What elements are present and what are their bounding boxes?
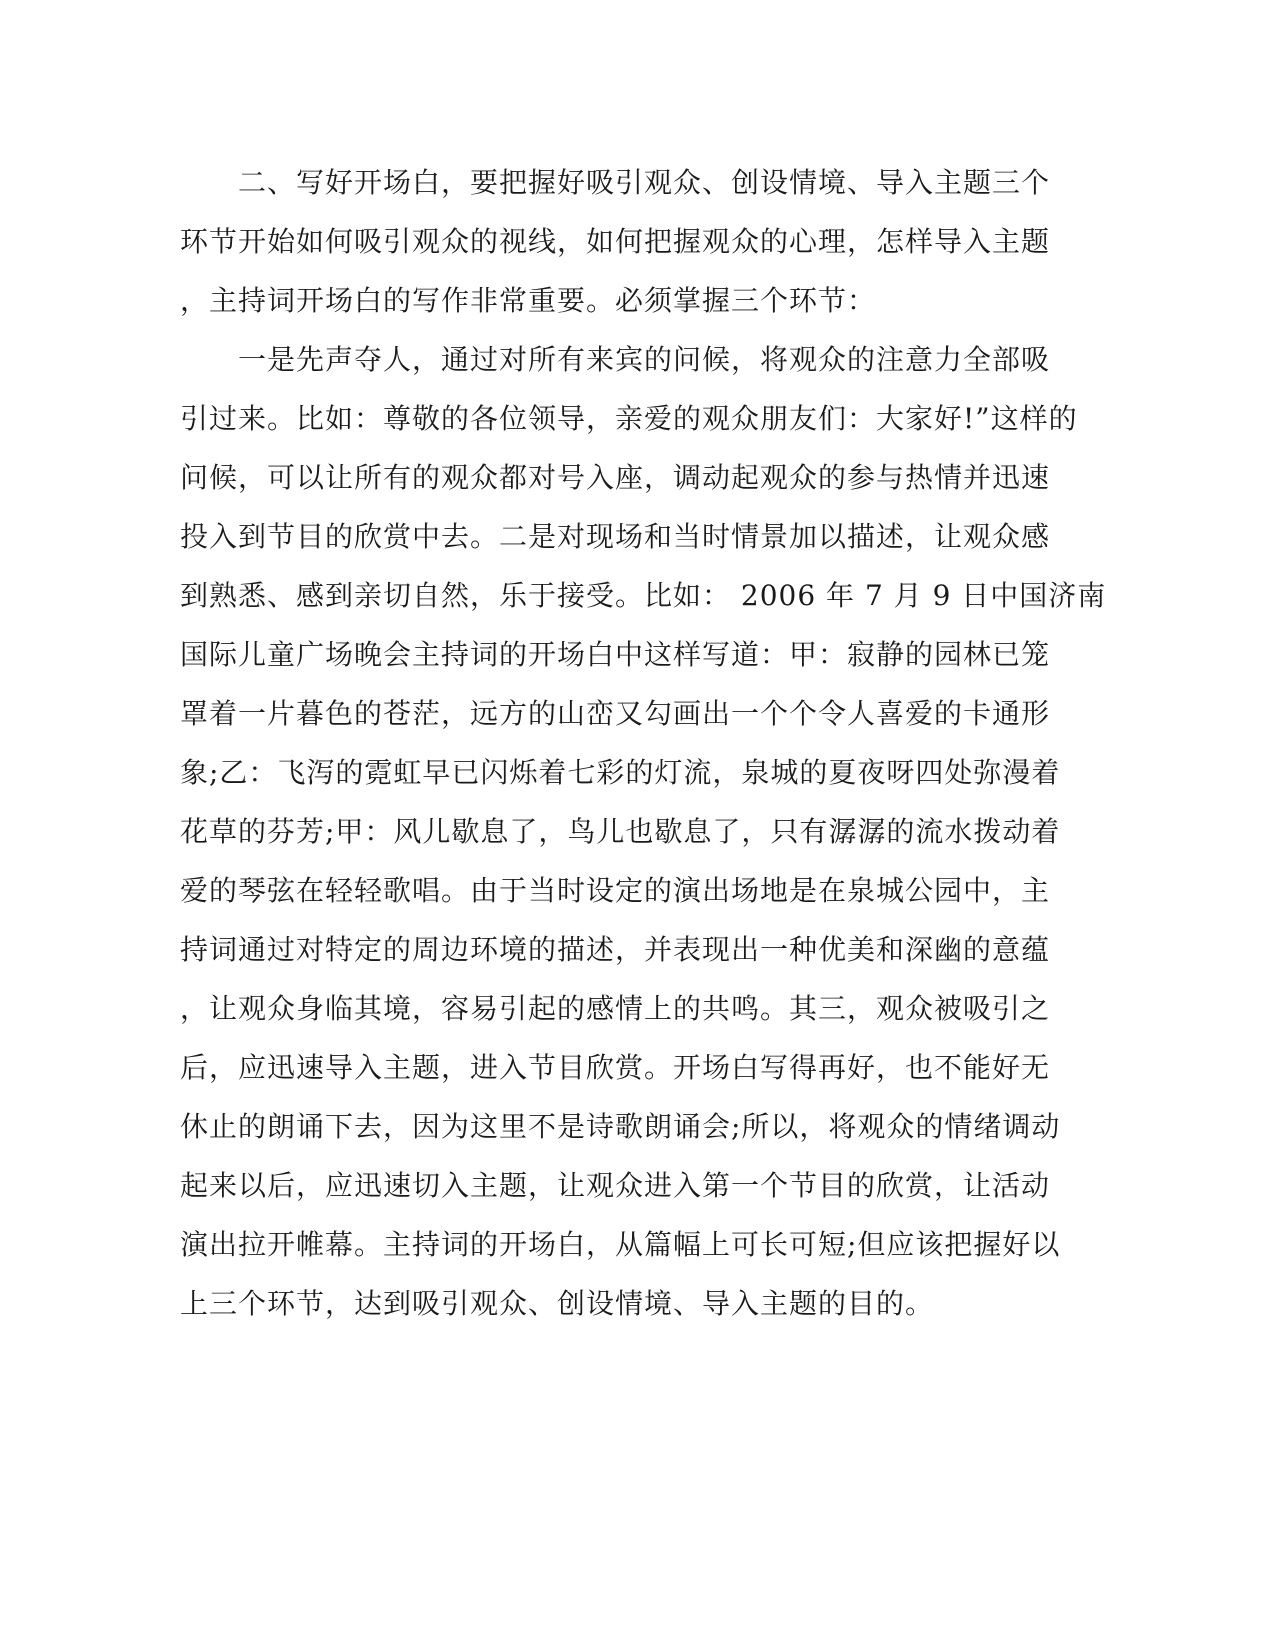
text-line: 持词通过对特定的周边环境的描述，并表现出一种优美和深幽的意蕴 xyxy=(180,933,1051,966)
text-line: 问候，可以让所有的观众都对号入座，调动起观众的参与热情并迅速 xyxy=(180,461,1051,494)
text-line: 国际儿童广场晚会主持词的开场白中这样写道：甲：寂静的园林已笼 xyxy=(180,638,1051,671)
text-line: 到熟悉、感到亲切自然，乐于接受。比如： 2006 年 7 月 9 日中国济南 xyxy=(180,579,1107,612)
text-line: 引过来。比如：尊敬的各位领导，亲爱的观众朋友们：大家好!”这样的 xyxy=(180,402,1078,435)
paragraph-1 xyxy=(180,153,1060,330)
paragraph-2 xyxy=(180,330,1107,1333)
text-line: 爱的琴弦在轻轻歌唱。由于当时设定的演出场地是在泉城公园中，主 xyxy=(180,874,1051,907)
text-line: 上三个环节，达到吸引观众、创设情境、导入主题的目的。 xyxy=(180,1287,935,1320)
text-line: 后，应迅速导入主题，进入节目欣赏。开场白写得再好，也不能好无 xyxy=(180,1051,1051,1084)
text-line: 起来以后，应迅速切入主题，让观众进入第一个节目的欣赏，让活动 xyxy=(180,1169,1051,1202)
text-line: 象;乙：飞泻的霓虹早已闪烁着七彩的灯流，泉城的夏夜呀四处弥漫着 xyxy=(180,756,1061,789)
text-line: 二、写好开场白，要把握好吸引观众、创设情境、导入主题三个 xyxy=(180,166,1051,199)
text-line: 一是先声夺人，通过对所有来宾的问候，将观众的注意力全部吸 xyxy=(180,343,1051,376)
text-line: 休止的朗诵下去，因为这里不是诗歌朗诵会;所以，将观众的情绪调动 xyxy=(180,1110,1061,1143)
text-line: ，让观众身临其境，容易引起的感情上的共鸣。其三，观众被吸引之 xyxy=(180,992,1051,1025)
document-body xyxy=(180,153,1107,1333)
text-line: 罩着一片暮色的苍茫，远方的山峦又勾画出一个个令人喜爱的卡通形 xyxy=(180,697,1051,730)
text-line: ，主持词开场白的写作非常重要。必须掌握三个环节： xyxy=(180,284,877,317)
text-line: 花草的芬芳;甲：风儿歇息了，鸟儿也歇息了，只有潺潺的流水拨动着 xyxy=(180,815,1061,848)
text-line: 环节开始如何吸引观众的视线，如何把握观众的心理，怎样导入主题 xyxy=(180,225,1051,258)
text-line: 演出拉开帷幕。主持词的开场白，从篇幅上可长可短;但应该把握好以 xyxy=(180,1228,1061,1261)
text-line: 投入到节目的欣赏中去。二是对现场和当时情景加以描述，让观众感 xyxy=(180,520,1051,553)
